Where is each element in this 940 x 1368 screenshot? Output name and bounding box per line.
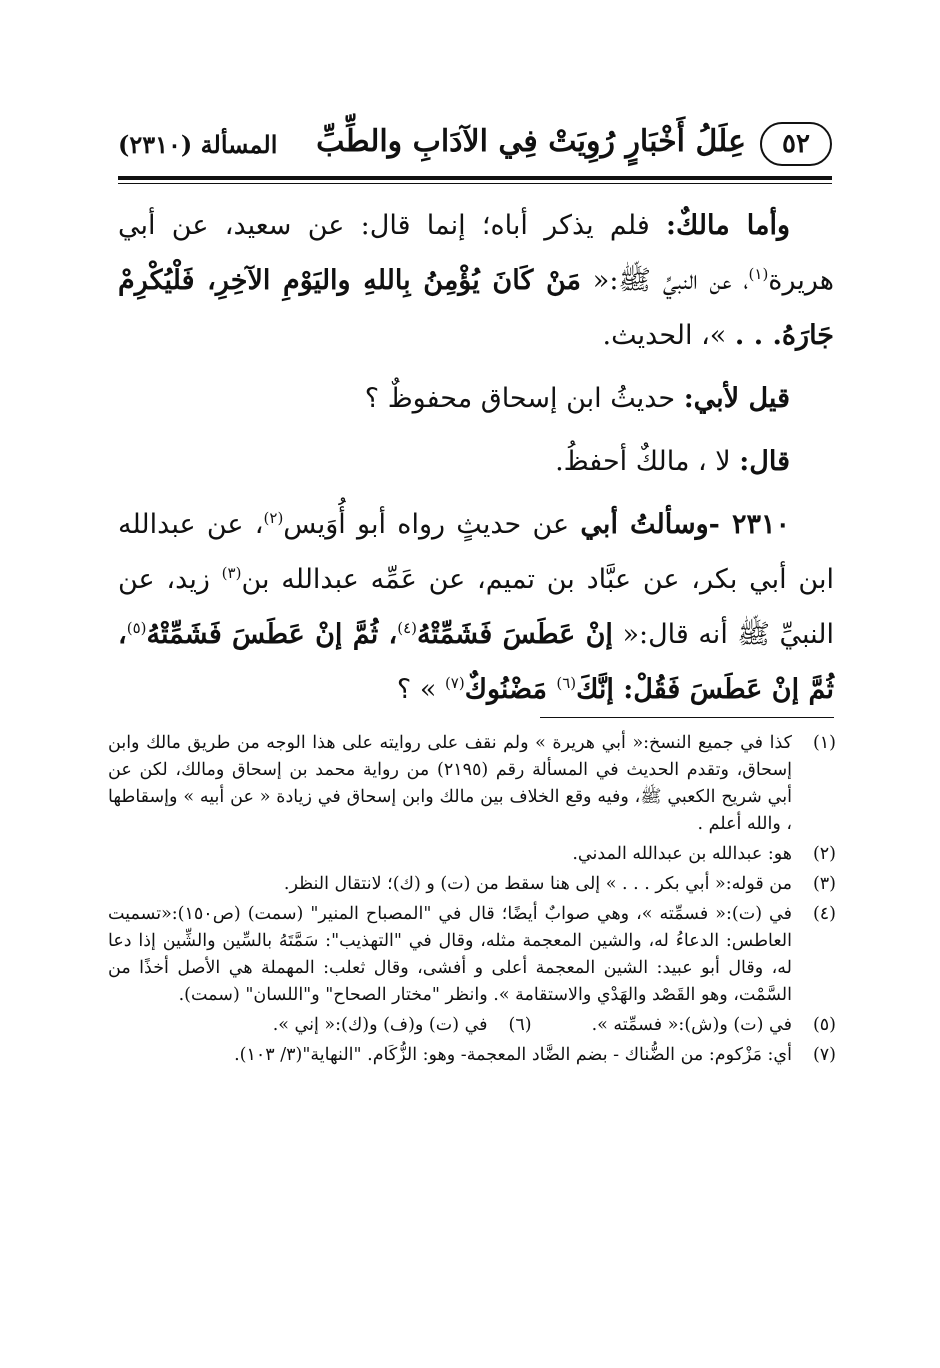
hadith-text: ، ثُمَّ إنْ عَطَسَ فَقُلْ: إنَّكَ: [118, 619, 834, 705]
body-text: ، عن عبدالله ابن أبي بكر، عن عبَّاد بن تميم، عن عَمِّه عبدالله بن: [118, 509, 834, 595]
body-text: حديثُ ابن إسحاق محفوظٌ ؟: [364, 383, 684, 414]
paragraph-malik: [118, 198, 834, 363]
lead-text: قال:: [739, 446, 790, 477]
footnote-number: (٥): [812, 1015, 836, 1035]
lead-text: -وسألتُ أبي: [580, 509, 732, 540]
lead-text: وأما مالكٌ:: [666, 210, 790, 241]
footnote-text: هو: عبدالله بن عبدالله المدني.: [572, 844, 792, 864]
footnote-5: [592, 1012, 836, 1039]
lead-text: قيل لأبي:: [683, 383, 790, 414]
body-text: زيد، عن النبيِّ ﷺ أنه قال:«: [118, 564, 834, 650]
body-text: »، الحديث.: [602, 320, 735, 351]
body-text: لا ، مالكٌ أحفظُ.: [555, 446, 740, 477]
footnote-7: [108, 1042, 836, 1069]
footnote-text: في (ت) و(ش):« فسمِّته ».: [591, 1015, 792, 1035]
footnote-text: أي: مَزْكوم: من الضُّناك - بضم الضَّاد المعجمة- وهو: الزُّكَام. "النهاية"(٣/ ١٠٣).: [234, 1045, 792, 1065]
footnote-ref-6[interactable]: (٦): [556, 674, 577, 692]
hadith-text: مَنْ كَانَ يُؤْمِنُ بِاللهِ واليَوْمِ الآخِرِ، فَلْيُكْرِمْ جَارَهُ. . .: [118, 265, 834, 351]
hadith-text: مَضْنُوكٌ: [464, 674, 557, 705]
footnote-text: من قوله:« أبي بكر . . . » إلى هنا سقط من (ت) و (ك)؛ لانتقال النظر.: [283, 874, 792, 894]
paragraph-issue-2310: [118, 497, 834, 717]
hadith-text: ، ثُمَّ إنْ عَطَسَ فَشَمِّتْهُ: [146, 619, 398, 650]
question-line: [118, 371, 834, 426]
answer-line: [118, 434, 834, 489]
footnote-ref-7[interactable]: (٧): [444, 674, 465, 692]
body-text: فلم يذكر أباه؛ إنما قال: عن سعيد، عن أبي هريرة: [118, 210, 834, 296]
footnote-1: [108, 730, 836, 838]
footnote-text: في (ت) و(ف) و(ك):« إني ».: [272, 1015, 488, 1035]
issue-number: ٢٣١٠: [731, 509, 790, 540]
footnote-3: [108, 871, 836, 898]
footnote-number: (٧): [812, 1045, 836, 1065]
footnote-5-6-row: [108, 1012, 836, 1039]
body-text: » ؟: [396, 674, 445, 705]
footnote-text: كذا في جميع النسخ:« أبي هريرة » ولم نقف على روايته على هذا الوجه من طريق مالك وابن إسحاق، وتقدم الحديث في المسألة رقم (٢١٩٥) من رواية محمد بن إسحاق ومالك، لكن عن أبي شريح الكعبي ﷺ، وفيه وقع الخلاف بين مالك وابن إسحاق في زيادة « عن أبيه » وإسقاطها ، والله أعلم .: [108, 733, 792, 834]
hadith-text: إنْ عَطَسَ فَشَمِّتْهُ: [417, 619, 613, 650]
footnote-text: في (ت):« فسمِّته »، وهي صوابٌ أيضًا؛ قال في "المصباح المنير" (سمت) (ص١٥٠):«تسميت العاطس: الدعاءُ له، والشين المعجمة مثله، وقال في "التهذيب": سَمَّتَهُ بالسِّين والشِّين إذا دعا له، وقال أبو عبيد: الشين المعجمة أعلى و أفشى، وقال ثعلب: المهملة هي الأصل أخذًا من السَّمْت، وهو القَصْد والهَدْي والاستقامة ». وانظر "مختار الصحاح" و"اللسان" (سمت).: [108, 904, 792, 1005]
footnote-4: [108, 901, 836, 1009]
footnote-ref-3[interactable]: (٣): [221, 564, 242, 582]
footnote-number: (٦): [508, 1015, 532, 1035]
body-text: ، عن النبيِّ ﷺ:«: [580, 265, 749, 296]
footnote-separator: [540, 717, 834, 718]
footnote-ref-5[interactable]: (٥): [126, 619, 147, 637]
header-rule-thin: [118, 183, 832, 184]
footnote-6: [273, 1012, 532, 1039]
body-text: عن حديثٍ رواه أبو أُوَيس: [283, 509, 581, 540]
book-title: عِلَلُ أَخْبَارٍ رُوِيَتْ فِي الآدَابِ والطِّبِّ: [316, 124, 746, 159]
main-text: [118, 198, 834, 717]
header-rule-thick: [118, 176, 832, 180]
footnote-number: (٤): [812, 904, 836, 924]
footnote-ref-1[interactable]: (١): [748, 265, 769, 283]
footnote-ref-4[interactable]: (٤): [397, 619, 418, 637]
footnote-number: (١): [812, 733, 836, 753]
page-number: ٥٢: [760, 122, 832, 166]
footnote-number: (٢): [812, 844, 836, 864]
footnote-2: [108, 841, 836, 868]
page-header: [118, 118, 832, 178]
issue-label: المسألة (٢٣١٠): [118, 130, 278, 159]
footnote-ref-2[interactable]: (٢): [263, 509, 284, 527]
footnote-number: (٣): [812, 874, 836, 894]
footnotes: [108, 730, 836, 1072]
